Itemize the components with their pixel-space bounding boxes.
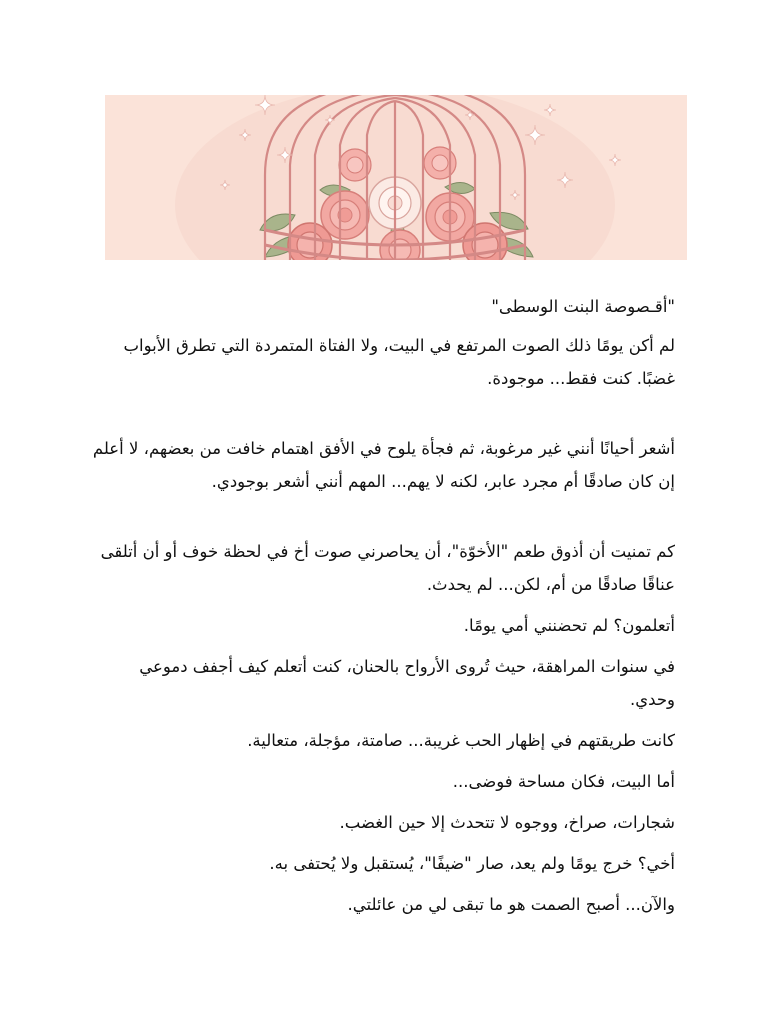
article-title: "أقـصوصة البنت الوسطى" <box>491 297 675 316</box>
paragraph: كم تمنيت أن أذوق طعم "الأخوّة"، أن يحاصرني صوت أخ في لحظة خوف أو أن أتلقى عناقًا صادقًا من أم، لكن... لم يحدث. <box>100 542 675 594</box>
paragraph: أما البيت، فكان مساحة فوضى... <box>452 772 675 791</box>
paragraph: لم أكن يومًا ذلك الصوت المرتفع في البيت، ولا الفتاة المتمردة التي تطرق الأبواب غضبًا. كنت فقط... موجودة. <box>123 336 675 388</box>
paragraph: كانت طريقتهم في إظهار الحب غريبة... صامتة، مؤجلة، متعالية. <box>247 731 675 750</box>
paragraph: شجارات، صراخ، ووجوه لا تتحدث إلا حين الغضب. <box>339 813 675 832</box>
birdcage-illustration <box>105 95 687 260</box>
paragraph: أشعر أحيانًا أنني غير مرغوبة، ثم فجأة يلوح في الأفق اهتمام خافت من بعضهم، لا أعلم إن كان صادقًا أم مجرد عابر، لكنه لا يهم... المهم أنني أشعر بوجودي. <box>92 439 675 491</box>
paragraph: في سنوات المراهقة، حيث تُروى الأرواح بالحنان، كنت أتعلم كيف أجفف دموعي وحدي. <box>139 657 675 709</box>
banner-image <box>105 95 687 260</box>
paragraph: أخي؟ خرج يومًا ولم يعد، صار "ضيفًا"، يُستقبل ولا يُحتفى به. <box>269 854 675 873</box>
paragraph: أتعلمون؟ لم تحضنني أمي يومًا. <box>463 616 675 635</box>
article-body <box>90 290 675 929</box>
paragraph: والآن... أصبح الصمت هو ما تبقى لي من عائلتي. <box>347 895 675 914</box>
